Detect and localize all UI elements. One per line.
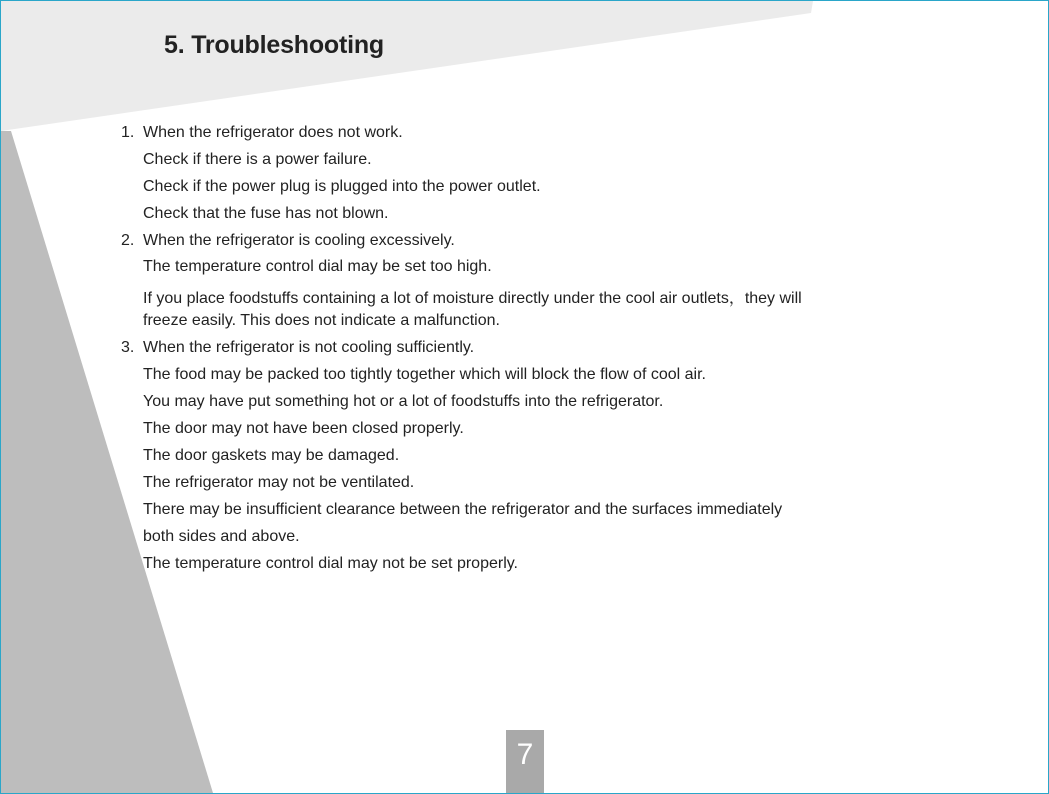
list-item: There may be insufficient clearance between the refrigerator and the surfaces immediately — [143, 501, 783, 518]
section-number: 2. — [121, 232, 135, 249]
list-item: Check if the power plug is plugged into the power outlet. — [143, 178, 541, 195]
list-item: You may have put something hot or a lot of foodstuffs into the refrigerator. — [143, 393, 664, 410]
list-item: The food may be packed too tightly together which will block the flow of cool air. — [143, 366, 706, 383]
section-heading: When the refrigerator is cooling excessively. — [143, 232, 455, 249]
list-item: Check that the fuse has not blown. — [143, 205, 389, 222]
list-item: The door may not have been closed properly. — [143, 420, 464, 437]
list-item: If you place foodstuffs containing a lot of moisture directly under the cool air outlets，they will — [143, 290, 802, 307]
section-number: 3. — [121, 339, 135, 356]
list-item: The temperature control dial may not be set properly. — [143, 555, 518, 572]
header-band — [1, 1, 813, 131]
list-item: The door gaskets may be damaged. — [143, 447, 400, 464]
list-item: The refrigerator may not be ventilated. — [143, 474, 415, 491]
list-item: freeze easily. This does not indicate a malfunction. — [143, 312, 500, 329]
section-heading: When the refrigerator is not cooling sufficiently. — [143, 339, 475, 356]
section-heading: When the refrigerator does not work. — [143, 124, 403, 141]
page-number: 7 — [506, 730, 544, 794]
page-title: 5. Troubleshooting — [164, 31, 385, 59]
list-item: Check if there is a power failure. — [143, 151, 372, 168]
section-number: 1. — [121, 124, 135, 141]
list-item: both sides and above. — [143, 528, 300, 545]
list-item: The temperature control dial may be set too high. — [143, 258, 492, 275]
